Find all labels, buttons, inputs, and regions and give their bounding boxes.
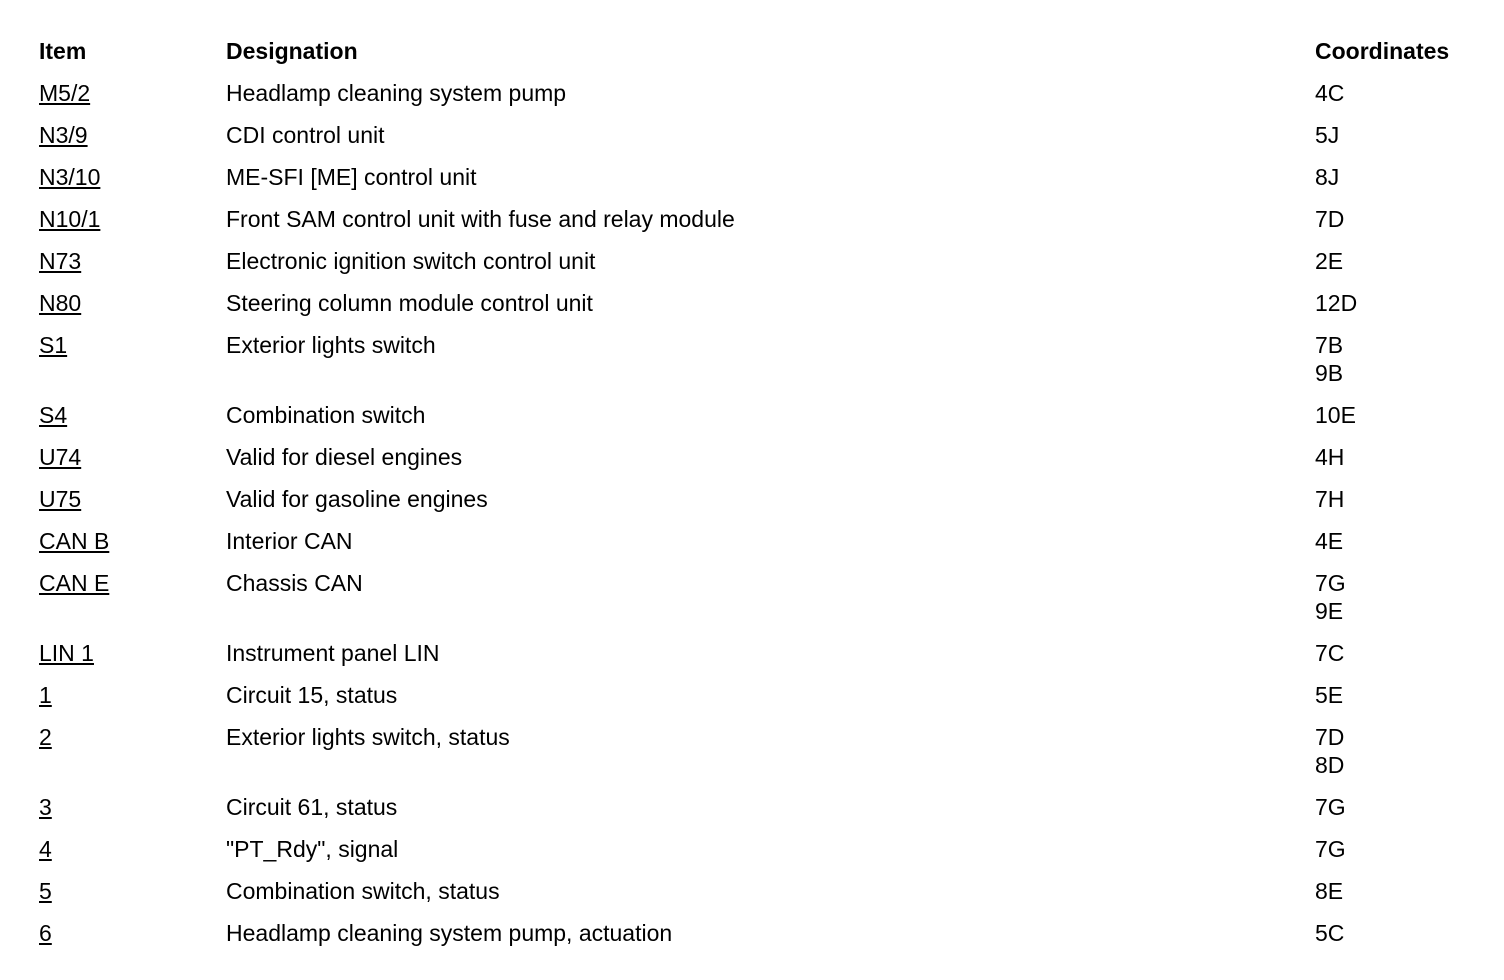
coordinates-cell [1315, 191, 1479, 233]
item-link[interactable]: 4 [39, 836, 52, 862]
item-cell [39, 191, 226, 233]
item-link[interactable]: S4 [39, 402, 68, 428]
item-cell [39, 107, 226, 149]
table-row [39, 107, 1479, 149]
coordinate-value: 7G [1315, 570, 1346, 596]
coordinate-value: 5J [1315, 122, 1340, 148]
coordinate-value: 7D [1315, 206, 1345, 232]
item-link[interactable]: S1 [39, 332, 68, 358]
table-row [39, 625, 1479, 667]
coordinate-value: 4H [1315, 444, 1345, 470]
coordinates-cell [1315, 555, 1479, 625]
item-link[interactable]: 1 [39, 682, 52, 708]
table-row [39, 905, 1479, 947]
coordinate-value: 7G [1315, 794, 1346, 820]
item-cell [39, 317, 226, 387]
designation-column-header: Designation [226, 38, 358, 64]
coordinate-value: 7G [1315, 836, 1346, 862]
item-link[interactable]: U74 [39, 444, 82, 470]
item-link[interactable]: N10/1 [39, 206, 101, 232]
table-row [39, 779, 1479, 821]
item-cell [39, 387, 226, 429]
designation-cell: CDI control unit [226, 122, 385, 148]
item-cell [39, 905, 226, 947]
item-cell [39, 625, 226, 667]
table-row [39, 667, 1479, 709]
coordinates-cell [1315, 68, 1479, 107]
coordinate-value: 7D [1315, 724, 1345, 750]
item-column-header: Item [39, 38, 87, 64]
designation-cell: ME-SFI [ME] control unit [226, 164, 477, 190]
item-link[interactable]: LIN 1 [39, 640, 94, 666]
legend-body [39, 68, 1479, 947]
coordinate-value: 8J [1315, 164, 1340, 190]
item-link[interactable]: U75 [39, 486, 82, 512]
item-link[interactable]: N3/9 [39, 122, 88, 148]
item-cell [39, 233, 226, 275]
coordinates-cell [1315, 625, 1479, 667]
item-link[interactable]: 6 [39, 920, 52, 946]
table-row [39, 68, 1479, 107]
coordinate-value: 5C [1315, 920, 1345, 946]
item-link[interactable]: N73 [39, 248, 82, 274]
coordinate-value: 7B [1315, 332, 1344, 358]
table-row [39, 191, 1479, 233]
item-cell [39, 709, 226, 779]
item-cell [39, 275, 226, 317]
coordinates-cell [1315, 779, 1479, 821]
item-link[interactable]: 3 [39, 794, 52, 820]
coordinates-cell [1315, 821, 1479, 863]
table-row [39, 317, 1479, 387]
designation-cell: Valid for gasoline engines [226, 486, 488, 512]
item-link[interactable]: N3/10 [39, 164, 101, 190]
table-row [39, 387, 1479, 429]
designation-cell: Exterior lights switch [226, 332, 436, 358]
designation-cell: Combination switch [226, 402, 426, 428]
coordinate-value: 12D [1315, 290, 1358, 316]
designation-cell: Front SAM control unit with fuse and relay module [226, 206, 735, 232]
designation-cell: Steering column module control unit [226, 290, 593, 316]
component-legend-table [39, 36, 1479, 947]
designation-cell: Instrument panel LIN [226, 640, 440, 666]
coordinates-cell [1315, 667, 1479, 709]
designation-cell: Interior CAN [226, 528, 353, 554]
coordinates-cell [1315, 471, 1479, 513]
coordinate-value: 4C [1315, 80, 1345, 106]
item-link[interactable]: CAN B [39, 528, 110, 554]
table-row [39, 233, 1479, 275]
designation-cell: "PT_Rdy", signal [226, 836, 399, 862]
coordinate-value: 7H [1315, 486, 1345, 512]
item-link[interactable]: N80 [39, 290, 82, 316]
coordinate-value: 10E [1315, 402, 1356, 428]
coordinate-value: 4E [1315, 528, 1344, 554]
designation-cell: Exterior lights switch, status [226, 724, 510, 750]
coordinates-cell [1315, 107, 1479, 149]
item-cell [39, 68, 226, 107]
table-row [39, 429, 1479, 471]
item-cell [39, 667, 226, 709]
table-row [39, 555, 1479, 625]
item-cell [39, 863, 226, 905]
item-link[interactable]: 5 [39, 878, 52, 904]
coordinates-cell [1315, 149, 1479, 191]
table-row [39, 275, 1479, 317]
coordinate-value: 8D [1315, 752, 1345, 778]
table-row [39, 821, 1479, 863]
item-link[interactable]: 2 [39, 724, 52, 750]
coordinates-cell [1315, 317, 1479, 387]
coordinates-cell [1315, 905, 1479, 947]
designation-cell: Headlamp cleaning system pump [226, 80, 567, 106]
coordinate-value: 5E [1315, 682, 1344, 708]
coordinates-cell [1315, 513, 1479, 555]
designation-cell: Chassis CAN [226, 570, 363, 596]
item-cell [39, 821, 226, 863]
coordinates-cell [1315, 709, 1479, 779]
designation-cell: Circuit 15, status [226, 682, 398, 708]
coordinates-cell [1315, 863, 1479, 905]
designation-cell: Circuit 61, status [226, 794, 398, 820]
item-cell [39, 513, 226, 555]
item-link[interactable]: CAN E [39, 570, 110, 596]
designation-cell: Combination switch, status [226, 878, 500, 904]
coordinates-cell [1315, 233, 1479, 275]
table-row [39, 709, 1479, 779]
table-row [39, 149, 1479, 191]
item-cell [39, 429, 226, 471]
coordinates-column-header: Coordinates [1315, 38, 1450, 64]
coordinates-cell [1315, 429, 1479, 471]
table-row [39, 471, 1479, 513]
table-row [39, 513, 1479, 555]
coordinates-cell [1315, 275, 1479, 317]
item-link[interactable]: M5/2 [39, 80, 91, 106]
header-row [39, 36, 1479, 68]
table-row [39, 863, 1479, 905]
coordinate-value: 8E [1315, 878, 1344, 904]
item-cell [39, 149, 226, 191]
coordinate-value: 9E [1315, 598, 1344, 624]
item-cell [39, 471, 226, 513]
coordinate-value: 2E [1315, 248, 1344, 274]
item-cell [39, 555, 226, 625]
coordinate-value: 9B [1315, 360, 1344, 386]
designation-cell: Valid for diesel engines [226, 444, 463, 470]
designation-cell: Electronic ignition switch control unit [226, 248, 596, 274]
coordinates-cell [1315, 387, 1479, 429]
item-cell [39, 779, 226, 821]
designation-cell: Headlamp cleaning system pump, actuation [226, 920, 673, 946]
coordinate-value: 7C [1315, 640, 1345, 666]
